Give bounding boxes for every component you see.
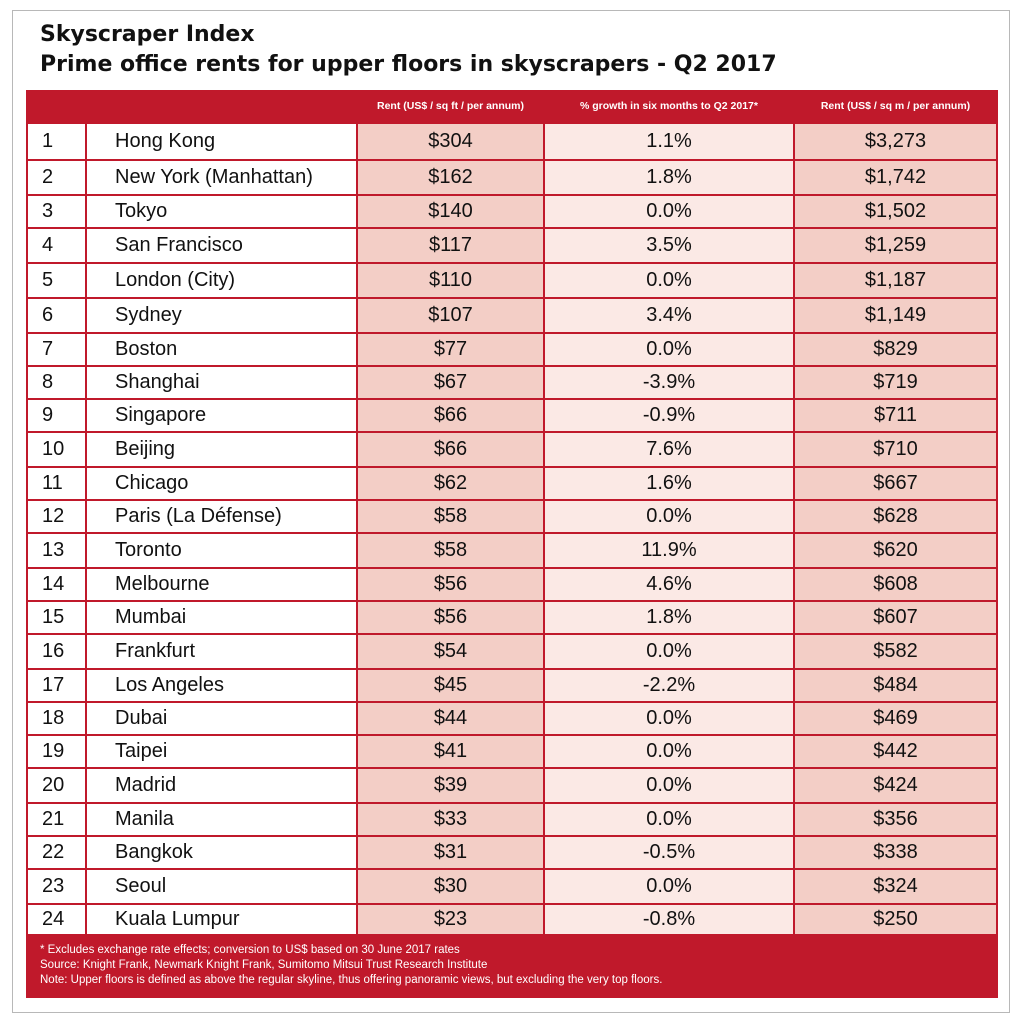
rank-cell: 24: [28, 905, 85, 934]
rent-sqft-cell: $62: [358, 468, 543, 499]
rent-sqm-cell: $324: [795, 870, 996, 903]
footnotes: [26, 938, 998, 998]
city-cell: Hong Kong: [87, 124, 356, 159]
rent-sqm-cell: $719: [795, 367, 996, 398]
rent-sqft-cell: $23: [358, 905, 543, 934]
rank-cell: 9: [28, 400, 85, 431]
city-cell: Bangkok: [87, 837, 356, 868]
table-row: [28, 701, 996, 734]
rent-sqft-cell: $140: [358, 196, 543, 227]
rent-sqft-cell: $54: [358, 635, 543, 668]
rent-sqm-cell: $338: [795, 837, 996, 868]
table-row: [28, 903, 996, 934]
rank-cell: 2: [28, 161, 85, 194]
growth-cell: 0.0%: [545, 196, 793, 227]
city-cell: Sydney: [87, 299, 356, 332]
growth-cell: 7.6%: [545, 433, 793, 466]
rent-sqft-cell: $67: [358, 367, 543, 398]
rent-sqm-cell: $582: [795, 635, 996, 668]
city-cell: Singapore: [87, 400, 356, 431]
rank-cell: 15: [28, 602, 85, 633]
rank-cell: 1: [28, 124, 85, 159]
city-cell: Los Angeles: [87, 670, 356, 701]
city-cell: Taipei: [87, 736, 356, 767]
table-row: [28, 227, 996, 262]
rank-cell: 8: [28, 367, 85, 398]
rank-cell: 16: [28, 635, 85, 668]
table-row: [28, 600, 996, 633]
rent-sqm-cell: $829: [795, 334, 996, 365]
rank-cell: 5: [28, 264, 85, 297]
rank-cell: 20: [28, 769, 85, 802]
rent-sqm-cell: $710: [795, 433, 996, 466]
rent-sqft-cell: $33: [358, 804, 543, 835]
rent-sqm-cell: $356: [795, 804, 996, 835]
rank-cell: 12: [28, 501, 85, 532]
rank-cell: 18: [28, 703, 85, 734]
rent-sqft-cell: $77: [358, 334, 543, 365]
city-cell: Mumbai: [87, 602, 356, 633]
growth-cell: 0.0%: [545, 264, 793, 297]
chart-subtitle: Prime office rents for upper floors in skyscrapers - Q2 2017: [40, 52, 777, 77]
rent-sqft-cell: $66: [358, 433, 543, 466]
rent-sqft-cell: $56: [358, 602, 543, 633]
rent-sqm-cell: $607: [795, 602, 996, 633]
growth-cell: 0.0%: [545, 703, 793, 734]
growth-cell: 0.0%: [545, 870, 793, 903]
city-cell: London (City): [87, 264, 356, 297]
header-growth: % growth in six months to Q2 2017*: [580, 100, 758, 112]
rank-cell: 11: [28, 468, 85, 499]
city-cell: Seoul: [87, 870, 356, 903]
table-row: [28, 297, 996, 332]
table-row: [28, 802, 996, 835]
rent-sqft-cell: $117: [358, 229, 543, 262]
rent-sqft-cell: $66: [358, 400, 543, 431]
table-row: [28, 332, 996, 365]
city-cell: Madrid: [87, 769, 356, 802]
rent-sqm-cell: $1,742: [795, 161, 996, 194]
rent-sqm-cell: $711: [795, 400, 996, 431]
table-row: [28, 532, 996, 567]
rank-cell: 14: [28, 569, 85, 600]
rent-sqm-cell: $1,149: [795, 299, 996, 332]
rent-sqm-cell: $620: [795, 534, 996, 567]
growth-cell: -0.8%: [545, 905, 793, 934]
growth-cell: 0.0%: [545, 334, 793, 365]
growth-cell: -0.5%: [545, 837, 793, 868]
table-row: [28, 499, 996, 532]
city-cell: Manila: [87, 804, 356, 835]
growth-cell: 0.0%: [545, 501, 793, 532]
growth-cell: 0.0%: [545, 804, 793, 835]
table-row: [28, 159, 996, 194]
city-cell: Boston: [87, 334, 356, 365]
growth-cell: -0.9%: [545, 400, 793, 431]
growth-cell: 3.4%: [545, 299, 793, 332]
rank-cell: 3: [28, 196, 85, 227]
rent-sqm-cell: $484: [795, 670, 996, 701]
rank-cell: 6: [28, 299, 85, 332]
rent-sqft-cell: $162: [358, 161, 543, 194]
city-cell: Kuala Lumpur: [87, 905, 356, 934]
table-row: [28, 668, 996, 701]
table-row: [28, 194, 996, 227]
table-row: [28, 734, 996, 767]
footnote-source: Source: Knight Frank, Newmark Knight Frank, Sumitomo Mitsui Trust Research Institute: [40, 959, 488, 971]
city-cell: Beijing: [87, 433, 356, 466]
city-cell: Frankfurt: [87, 635, 356, 668]
city-cell: San Francisco: [87, 229, 356, 262]
rent-sqm-cell: $1,259: [795, 229, 996, 262]
rank-cell: 22: [28, 837, 85, 868]
rent-sqm-cell: $469: [795, 703, 996, 734]
rent-sqm-cell: $3,273: [795, 124, 996, 159]
table-row: [28, 262, 996, 297]
chart-title: Skyscraper Index: [40, 22, 255, 47]
data-table: [26, 90, 998, 998]
growth-cell: 11.9%: [545, 534, 793, 567]
footnote-note: Note: Upper floors is defined as above the regular skyline, thus offering panoramic views, but excluding the very top floors.: [40, 974, 663, 986]
rent-sqft-cell: $30: [358, 870, 543, 903]
footnote-exchange: * Excludes exchange rate effects; conversion to US$ based on 30 June 2017 rates: [40, 944, 460, 956]
growth-cell: 3.5%: [545, 229, 793, 262]
city-cell: Toronto: [87, 534, 356, 567]
city-cell: Tokyo: [87, 196, 356, 227]
table-row: [28, 835, 996, 868]
rent-sqft-cell: $41: [358, 736, 543, 767]
table-row: [28, 431, 996, 466]
rank-cell: 23: [28, 870, 85, 903]
rent-sqft-cell: $31: [358, 837, 543, 868]
growth-cell: 1.8%: [545, 602, 793, 633]
table-row: [28, 767, 996, 802]
rent-sqm-cell: $250: [795, 905, 996, 934]
city-cell: Melbourne: [87, 569, 356, 600]
rent-sqft-cell: $44: [358, 703, 543, 734]
rent-sqft-cell: $107: [358, 299, 543, 332]
table-row: [28, 868, 996, 903]
city-cell: Paris (La Défense): [87, 501, 356, 532]
rent-sqft-cell: $58: [358, 534, 543, 567]
rank-cell: 4: [28, 229, 85, 262]
rent-sqft-cell: $304: [358, 124, 543, 159]
rent-sqft-cell: $39: [358, 769, 543, 802]
rent-sqm-cell: $667: [795, 468, 996, 499]
growth-cell: 1.6%: [545, 468, 793, 499]
rank-cell: 7: [28, 334, 85, 365]
table-row: [28, 122, 996, 159]
rank-cell: 13: [28, 534, 85, 567]
growth-cell: -2.2%: [545, 670, 793, 701]
rent-sqm-cell: $1,502: [795, 196, 996, 227]
rent-sqft-cell: $56: [358, 569, 543, 600]
rent-sqft-cell: $110: [358, 264, 543, 297]
rank-cell: 17: [28, 670, 85, 701]
growth-cell: 0.0%: [545, 769, 793, 802]
header-rent-sqm: Rent (US$ / sq m / per annum): [820, 100, 971, 112]
rent-sqm-cell: $608: [795, 569, 996, 600]
rank-cell: 19: [28, 736, 85, 767]
rent-sqm-cell: $442: [795, 736, 996, 767]
growth-cell: 1.1%: [545, 124, 793, 159]
growth-cell: 4.6%: [545, 569, 793, 600]
table-row: [28, 633, 996, 668]
table-row: [28, 398, 996, 431]
rank-cell: 21: [28, 804, 85, 835]
table-header: [26, 90, 998, 122]
rank-cell: 10: [28, 433, 85, 466]
header-rent-sqft: Rent (US$ / sq ft / per annum): [376, 100, 524, 112]
table-row: [28, 466, 996, 499]
rent-sqft-cell: $58: [358, 501, 543, 532]
growth-cell: 1.8%: [545, 161, 793, 194]
city-cell: New York (Manhattan): [87, 161, 356, 194]
table-row: [28, 567, 996, 600]
city-cell: Chicago: [87, 468, 356, 499]
rent-sqm-cell: $424: [795, 769, 996, 802]
rent-sqft-cell: $45: [358, 670, 543, 701]
rent-sqm-cell: $1,187: [795, 264, 996, 297]
city-cell: Shanghai: [87, 367, 356, 398]
growth-cell: 0.0%: [545, 635, 793, 668]
city-cell: Dubai: [87, 703, 356, 734]
rent-sqm-cell: $628: [795, 501, 996, 532]
growth-cell: -3.9%: [545, 367, 793, 398]
growth-cell: 0.0%: [545, 736, 793, 767]
table-row: [28, 365, 996, 398]
